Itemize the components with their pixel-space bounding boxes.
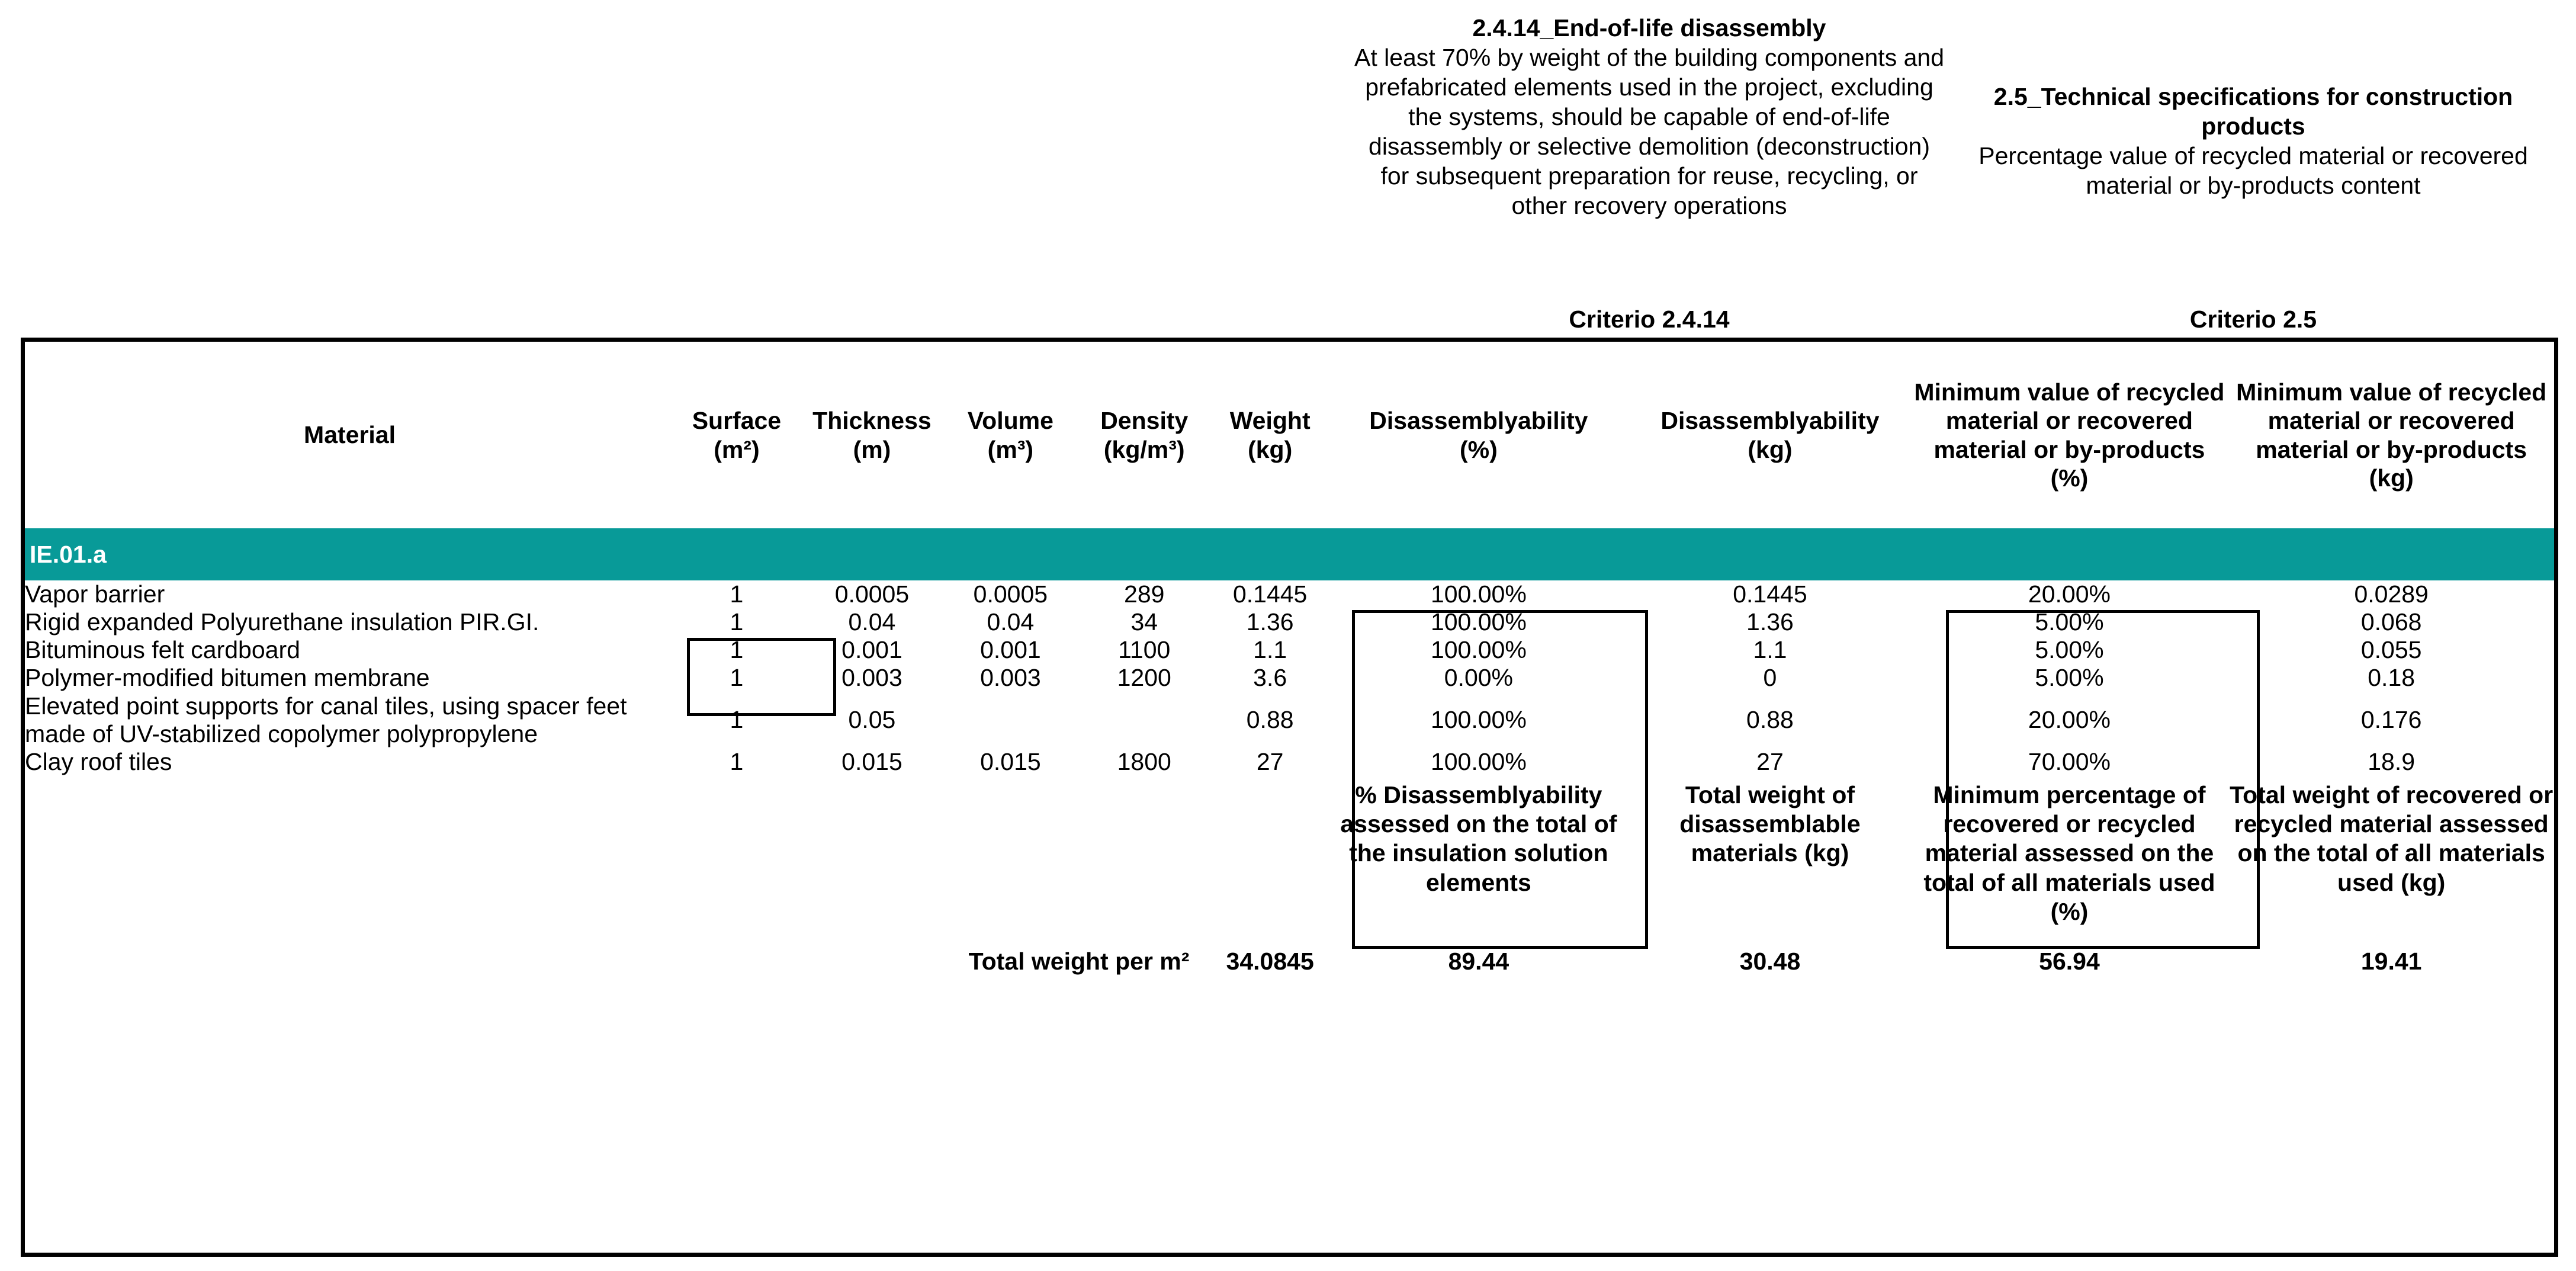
cell-surface: 1 xyxy=(730,747,744,775)
criterion-banner-25 xyxy=(1948,82,2558,200)
cell-density: 1100 xyxy=(1118,636,1171,664)
table-row[interactable] xyxy=(25,664,2554,692)
column-header-volume: Volume (m³) xyxy=(967,407,1053,463)
cell-surface: 1 xyxy=(730,706,744,734)
cell-disassemblyability-kg: 27 xyxy=(1756,747,1784,775)
cell-material: Polymer-modified bitumen membrane xyxy=(25,664,430,692)
table-header-row xyxy=(25,342,2554,528)
criterion-2414-description: At least 70% by weight of the building components and prefabricated elements used in the project, excluding the systems, should be capable of end-of-life disassembly or selective demolition (deconstruction) for subsequent preparation for reuse, recycling, or other recovery operations xyxy=(1354,44,1945,220)
criterion-25-title: 2.5_Technical specifications for construction products xyxy=(1993,83,2513,140)
column-header-disassemblyability-pct: Disassemblyability (%) xyxy=(1369,407,1588,463)
totals-spacer-surface xyxy=(674,926,799,997)
cell-disassemblyability-pct: 0.00% xyxy=(1444,664,1514,692)
cell-min-recycled-kg: 0.055 xyxy=(2360,636,2422,664)
cell-thickness: 0.0005 xyxy=(834,580,910,608)
cell-disassemblyability-kg: 1.36 xyxy=(1746,608,1794,636)
column-header-min-recycled-pct: Minimum value of recycled material or recovered material or by-products (%) xyxy=(1914,378,2225,492)
cell-thickness: 0.001 xyxy=(841,636,902,664)
totals-weight: 34.0845 xyxy=(1226,948,1314,975)
footer-spacer-material xyxy=(25,776,674,926)
footer-spacer-weight xyxy=(1213,776,1328,926)
materials-table-container xyxy=(21,338,2558,1257)
cell-min-recycled-pct: 5.00% xyxy=(2035,608,2104,636)
footer-label-disassemblyability-pct: % Disassemblyability assessed on the total of the insulation solution elements xyxy=(1340,781,1617,896)
cell-density: 1800 xyxy=(1117,747,1171,775)
cell-surface: 1 xyxy=(730,636,744,664)
criterion-25-description: Percentage value of recycled material or recovered material or by-products content xyxy=(1978,142,2528,200)
group-header-row xyxy=(25,528,2554,580)
cell-weight: 3.6 xyxy=(1253,664,1287,692)
totals-disassemblyability-pct: 89.44 xyxy=(1448,948,1509,975)
column-header-min-recycled-kg: Minimum value of recycled material or recovered material or by-products (kg) xyxy=(2236,378,2547,492)
table-row[interactable] xyxy=(25,580,2554,608)
cell-min-recycled-kg: 0.18 xyxy=(2368,664,2416,692)
footer-spacer-thickness xyxy=(799,776,945,926)
table-row[interactable] xyxy=(25,636,2554,664)
cell-disassemblyability-kg: 0.88 xyxy=(1746,706,1794,734)
cell-density: 1200 xyxy=(1117,664,1171,692)
footer-label-row xyxy=(25,776,2554,926)
footer-spacer-surface xyxy=(674,776,799,926)
column-header-thickness: Thickness (m) xyxy=(812,407,932,463)
totals-spacer-material xyxy=(25,926,674,997)
footer-label-disassemblyability-kg: Total weight of disassemblable materials (kg) xyxy=(1679,781,1861,867)
footer-label-min-recycled-pct: Minimum percentage of recovered or recycled material assessed on the total of all materials used (%) xyxy=(1923,781,2215,925)
column-header-disassemblyability-kg: Disassemblyability (kg) xyxy=(1660,407,1880,463)
cell-weight: 0.88 xyxy=(1246,706,1294,734)
cell-volume xyxy=(945,692,1075,748)
cell-surface: 1 xyxy=(730,580,744,608)
criterion-2414-title: 2.4.14_End-of-life disassembly xyxy=(1472,14,1826,41)
totals-label: Total weight per m² xyxy=(968,948,1190,975)
footer-label-min-recycled-kg: Total weight of recovered or recycled material assessed on the total of all materials used (kg) xyxy=(2230,781,2553,896)
column-header-surface: Surface (m²) xyxy=(692,407,782,463)
cell-disassemblyability-pct: 100.00% xyxy=(1430,580,1527,608)
cell-material: Clay roof tiles xyxy=(25,747,172,775)
cell-thickness: 0.05 xyxy=(848,706,896,734)
table-row[interactable] xyxy=(25,692,2554,748)
cell-volume: 0.015 xyxy=(980,747,1041,775)
criterio-label-25: Criterio 2.5 xyxy=(2189,306,2317,333)
cell-density xyxy=(1076,692,1213,748)
totals-min-recycled-pct: 56.94 xyxy=(2039,948,2100,975)
materials-table xyxy=(25,342,2554,997)
footer-spacer-density xyxy=(1076,776,1213,926)
cell-min-recycled-pct: 5.00% xyxy=(2035,664,2104,692)
cell-min-recycled-kg: 0.068 xyxy=(2360,608,2422,636)
cell-thickness: 0.015 xyxy=(841,747,902,775)
table-row[interactable] xyxy=(25,748,2554,776)
cell-surface: 1 xyxy=(730,664,744,692)
cell-material: Rigid expanded Polyurethane insulation PIR.GI. xyxy=(25,608,539,636)
column-header-material: Material xyxy=(304,421,396,449)
cell-min-recycled-pct: 20.00% xyxy=(2028,580,2111,608)
cell-min-recycled-pct: 70.00% xyxy=(2028,747,2111,775)
cell-weight: 1.1 xyxy=(1253,636,1287,664)
cell-volume: 0.0005 xyxy=(973,580,1048,608)
criterion-banner-2414 xyxy=(1353,13,1945,220)
cell-density: 289 xyxy=(1124,580,1165,608)
cell-min-recycled-kg: 0.176 xyxy=(2360,706,2422,734)
criteria-banner-zone xyxy=(0,0,2576,338)
totals-min-recycled-kg: 19.41 xyxy=(2360,948,2422,975)
cell-weight: 27 xyxy=(1256,747,1284,775)
cell-volume: 0.001 xyxy=(980,636,1041,664)
cell-disassemblyability-kg: 0 xyxy=(1763,664,1777,692)
column-header-density: Density (kg/m³) xyxy=(1100,407,1189,463)
cell-material: Bituminous felt cardboard xyxy=(25,636,300,664)
cell-min-recycled-pct: 5.00% xyxy=(2035,636,2104,664)
cell-thickness[interactable]: 0.04 xyxy=(848,608,896,636)
criterio-label-2414: Criterio 2.4.14 xyxy=(1569,306,1730,333)
totals-spacer-thickness xyxy=(799,926,945,997)
column-header-weight: Weight (kg) xyxy=(1229,407,1311,463)
cell-min-recycled-kg: 0.0289 xyxy=(2354,580,2429,608)
cell-thickness: 0.003 xyxy=(841,664,902,692)
cell-density: 34 xyxy=(1130,608,1158,636)
cell-min-recycled-pct: 20.00% xyxy=(2028,706,2111,734)
cell-weight: 1.36 xyxy=(1246,608,1294,636)
cell-material: Vapor barrier xyxy=(25,580,165,608)
totals-disassemblyability-kg: 30.48 xyxy=(1739,948,1801,975)
cell-material: Elevated point supports for canal tiles, using spacer feet made of UV-stabilized copolymer polypropylene xyxy=(25,692,627,747)
cell-disassemblyability-pct: 100.00% xyxy=(1430,706,1527,734)
cell-disassemblyability-pct: 100.00% xyxy=(1430,636,1527,664)
totals-row xyxy=(25,926,2554,997)
cell-disassemblyability-kg: 1.1 xyxy=(1753,636,1787,664)
footer-spacer-volume xyxy=(945,776,1075,926)
cell-volume: 0.04 xyxy=(987,608,1035,636)
cell-weight: 0.1445 xyxy=(1232,580,1308,608)
cell-disassemblyability-kg: 0.1445 xyxy=(1733,580,1807,608)
group-label: IE.01.a xyxy=(25,528,2554,580)
cell-disassemblyability-pct: 100.00% xyxy=(1430,608,1527,636)
table-row[interactable] xyxy=(25,608,2554,636)
cell-disassemblyability-pct: 100.00% xyxy=(1430,747,1527,775)
cell-surface: 1 xyxy=(730,608,744,636)
cell-volume: 0.003 xyxy=(980,664,1041,692)
cell-min-recycled-kg: 18.9 xyxy=(2368,747,2416,775)
